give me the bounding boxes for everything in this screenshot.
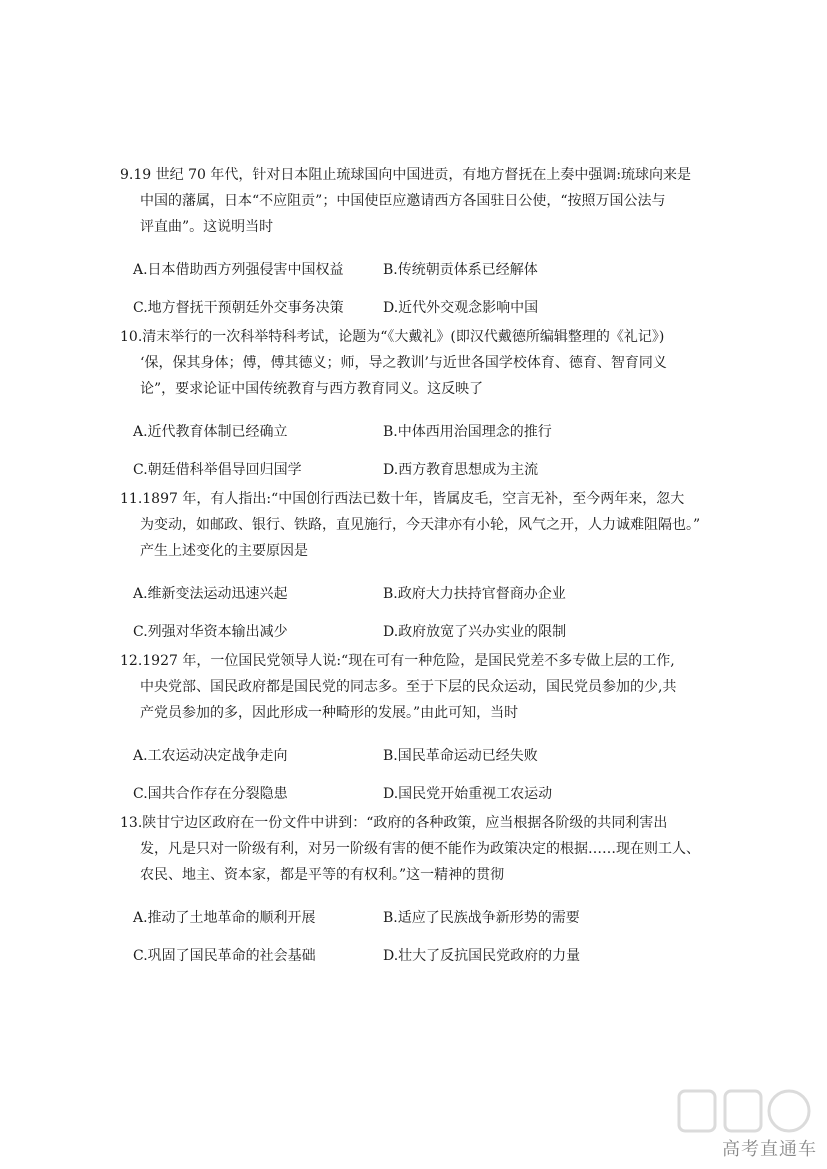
options-row — [120, 746, 710, 784]
option-a: A.近代教育体制已经确立 — [133, 424, 288, 440]
option-c: C.国共合作存在分裂隐患 — [133, 786, 288, 802]
question-stem — [120, 810, 710, 888]
option-a: A.推动了土地革命的顺利开展 — [133, 910, 316, 926]
question-9 — [120, 162, 710, 336]
option-d: D.国民党开始重视工农运动 — [383, 786, 553, 802]
options-row — [120, 946, 710, 984]
stem-line: 9.19 世纪 70 年代，针对日本阻止琉球国向中国进贡，有地方督抚在上奏中强调:琉球向来是 — [120, 167, 692, 183]
option-a: A.维新变法运动迅速兴起 — [133, 586, 288, 602]
option-b: B.传统朝贡体系已经解体 — [383, 262, 538, 278]
question-stem — [120, 324, 710, 402]
stem-line: 评直曲”。这说明当时 — [140, 219, 274, 235]
stem-line: ‘保，保其身体；傅，傅其德义；师，导之教训’与近世各国学校体育、德育、智育同义 — [140, 355, 667, 371]
options-row — [120, 422, 710, 460]
question-stem — [120, 486, 710, 564]
stem-line: 中央党部、国民政府都是国民党的同志多。至于下层的民众运动，国民党员参加的少,共 — [140, 679, 677, 695]
option-a: A.日本借助西方列强侵害中国权益 — [133, 262, 344, 278]
stem-line: 发，凡是只对一阶级有利，对另一阶级有害的便不能作为政策决定的根据……现在则工人、 — [140, 841, 700, 857]
watermark-text: 高考直通车 — [722, 1139, 817, 1160]
question-13 — [120, 810, 710, 984]
option-c: C.朝廷借科举倡导回归国学 — [133, 462, 302, 478]
option-c: C.地方督抚干预朝廷外交事务决策 — [133, 300, 344, 316]
question-12 — [120, 648, 710, 822]
stem-line: 农民、地主、资本家，都是平等的有权利。”这一精神的贯彻 — [140, 867, 505, 883]
option-a: A.工农运动决定战争走向 — [133, 748, 288, 764]
question-11 — [120, 486, 710, 660]
stem-line: 中国的藩属，日本“不应阻贡”；中国使臣应邀请西方各国驻日公使，“按照万国公法与 — [140, 193, 666, 209]
question-10 — [120, 324, 710, 498]
stem-line: 11.1897 年，有人指出:“中国创行西法已数十年，皆属皮毛，空言无补，至今两年来，忽大 — [120, 491, 685, 507]
question-stem — [120, 648, 710, 726]
question-stem — [120, 162, 710, 240]
stem-line: 论”，要求论证中国传统教育与西方教育同义。这反映了 — [140, 381, 484, 397]
stem-line: 产党员参加的多，因此形成一种畸形的发展。”由此可知，当时 — [140, 705, 519, 721]
stem-line: 产生上述变化的主要原因是 — [140, 543, 308, 559]
stem-line: 12.1927 年，一位国民党领导人说:“现在可有一种危险，是国民党差不多专做上层的工作, — [120, 653, 675, 669]
stem-line: 为变动，如邮政、银行、铁路，直见施行，今天津亦有小轮，风气之开，人力诚难阻隔也。” — [140, 517, 701, 533]
option-b: B.适应了民族战争新形势的需要 — [383, 910, 580, 926]
stem-line: 10.清末举行的一次科举特科考试，论题为“《大戴礼》(即汉代戴德所编辑整理的《礼记》) — [120, 329, 665, 345]
option-b: B.中体西用治国理念的推行 — [383, 424, 552, 440]
options-row — [120, 584, 710, 622]
option-d: D.西方教育思想成为主流 — [383, 462, 539, 478]
option-c: C.巩固了国民革命的社会基础 — [133, 948, 316, 964]
options-row — [120, 908, 710, 946]
options-row — [120, 260, 710, 298]
stem-line: 13.陕甘宁边区政府在一份文件中讲到：“政府的各种政策，应当根据各阶级的共同利害出 — [120, 815, 668, 831]
option-d: D.政府放宽了兴办实业的限制 — [383, 624, 567, 640]
option-b: B.国民革命运动已经失败 — [383, 748, 538, 764]
option-b: B.政府大力扶持官督商办企业 — [383, 586, 566, 602]
option-c: C.列强对华资本输出减少 — [133, 624, 288, 640]
option-d: D.壮大了反抗国民党政府的力量 — [383, 948, 581, 964]
option-d: D.近代外交观念影响中国 — [383, 300, 539, 316]
